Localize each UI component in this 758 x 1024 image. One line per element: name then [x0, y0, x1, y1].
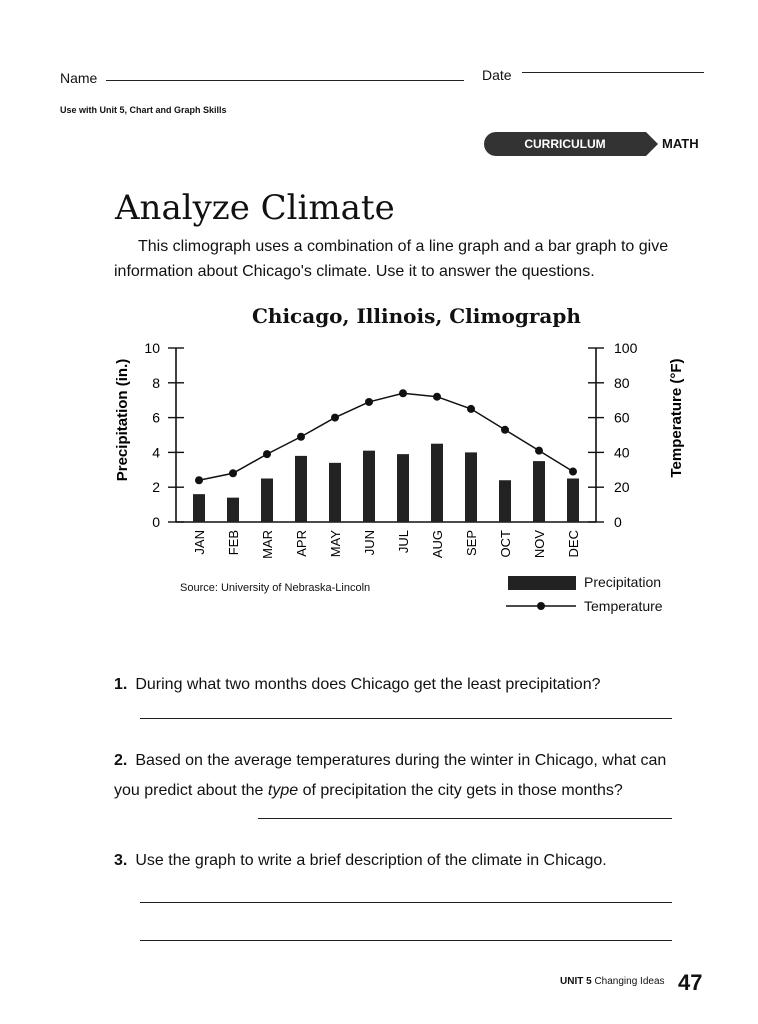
intro-paragraph: This climograph uses a combination of a line graph and a bar graph to give information about Chicago's climate. Use it to answer the questions. [114, 238, 669, 280]
page-title: Analyze Climate [115, 188, 395, 228]
month-label: AUG [430, 530, 445, 559]
precipitation-bar [261, 479, 273, 523]
temperature-line [195, 389, 577, 484]
temperature-point [297, 433, 305, 441]
y2-tick-label: 100 [614, 340, 638, 356]
month-label: MAY [328, 530, 343, 558]
temperature-point [467, 405, 475, 413]
precipitation-bar [193, 494, 205, 522]
temperature-point [331, 414, 339, 422]
chart-axes [144, 340, 637, 530]
month-label: JAN [192, 530, 207, 555]
month-label: DEC [566, 530, 581, 558]
month-label: JUN [362, 530, 377, 556]
month-label: APR [294, 530, 309, 557]
y2-tick-label: 0 [614, 514, 622, 530]
footer-unit-title: Changing Ideas [594, 976, 665, 987]
question-emphasis: type [267, 782, 299, 799]
precipitation-bar [363, 451, 375, 522]
month-label: FEB [226, 530, 241, 556]
y-tick-label: 6 [152, 409, 160, 426]
temperature-point [195, 476, 203, 484]
precipitation-bar [431, 444, 443, 522]
month-label: OCT [498, 530, 513, 558]
legend-precipitation-swatch [508, 576, 576, 590]
temperature-point [535, 447, 543, 455]
question-1 [114, 670, 694, 700]
legend-precipitation-label: Precipitation [584, 574, 662, 590]
page-number: 47 [678, 970, 703, 995]
precipitation-bar [465, 452, 477, 522]
month-labels [192, 530, 581, 559]
chart-source: Source: University of Nebraska-Lincoln [180, 582, 371, 594]
temperature-point [399, 389, 407, 397]
month-label: JUL [396, 530, 411, 554]
y2-tick-label: 80 [614, 374, 630, 391]
name-label: Name [60, 70, 98, 86]
question-text-b: of precipitation the city gets in those months? [298, 782, 623, 799]
precipitation-bar [329, 463, 341, 522]
curriculum-connection-banner: CURRICULUM CONNECTION [484, 132, 646, 156]
y2-tick-label: 60 [614, 409, 630, 426]
precipitation-bar [533, 461, 545, 522]
footer-unit-number: UNIT 5 [560, 976, 592, 987]
temperature-polyline [199, 393, 573, 480]
unit-note: Use with Unit 5, Chart and Graph Skills [60, 105, 227, 115]
y2-tick-label: 20 [614, 479, 630, 496]
precipitation-bar [295, 456, 307, 522]
y-axis-label: Precipitation (in.) [114, 358, 131, 482]
date-label: Date [482, 67, 512, 83]
precipitation-bars [193, 444, 579, 522]
question-number: 1. [114, 676, 128, 693]
temperature-point [365, 398, 373, 406]
question-number: 2. [114, 752, 128, 769]
y-tick-label: 4 [152, 444, 160, 461]
subject-label: MATH [662, 136, 699, 151]
footer-unit [560, 976, 665, 987]
question-text: During what two months does Chicago get the least precipitation? [135, 676, 601, 693]
question-text-a: Based on the average temperatures during the winter in Chicago, what can you predict about the [114, 752, 667, 799]
temperature-point [569, 468, 577, 476]
month-label: NOV [532, 530, 547, 559]
answer-3-line-2[interactable] [140, 940, 672, 941]
precipitation-bar [397, 454, 409, 522]
y2-tick-label: 40 [614, 444, 630, 461]
y-tick-label: 8 [152, 374, 160, 391]
precipitation-bar [567, 479, 579, 523]
temperature-point [501, 426, 509, 434]
answer-1-line[interactable] [140, 718, 672, 719]
y-tick-label: 10 [144, 340, 160, 356]
temperature-point [433, 393, 441, 401]
answer-3-line-1[interactable] [140, 902, 672, 903]
question-number: 3. [114, 852, 128, 869]
chart-title: Chicago, Illinois, Climograph [252, 304, 581, 328]
legend-temperature-label: Temperature [584, 598, 663, 614]
temperature-point [263, 450, 271, 458]
answer-2-line[interactable] [258, 818, 672, 819]
y-tick-label: 0 [152, 514, 160, 530]
month-label: SEP [464, 530, 479, 557]
temperature-point [229, 469, 237, 477]
y-tick-label: 2 [152, 479, 160, 496]
question-3 [114, 846, 694, 876]
question-text: Use the graph to write a brief description of the climate in Chicago. [135, 852, 607, 869]
legend-temperature-swatch [506, 598, 578, 614]
question-2 [114, 746, 674, 806]
precipitation-bar [227, 498, 239, 522]
y2-axis-label: Temperature (°F) [668, 358, 685, 478]
month-label: MAR [260, 530, 275, 559]
precipitation-bar [499, 480, 511, 522]
